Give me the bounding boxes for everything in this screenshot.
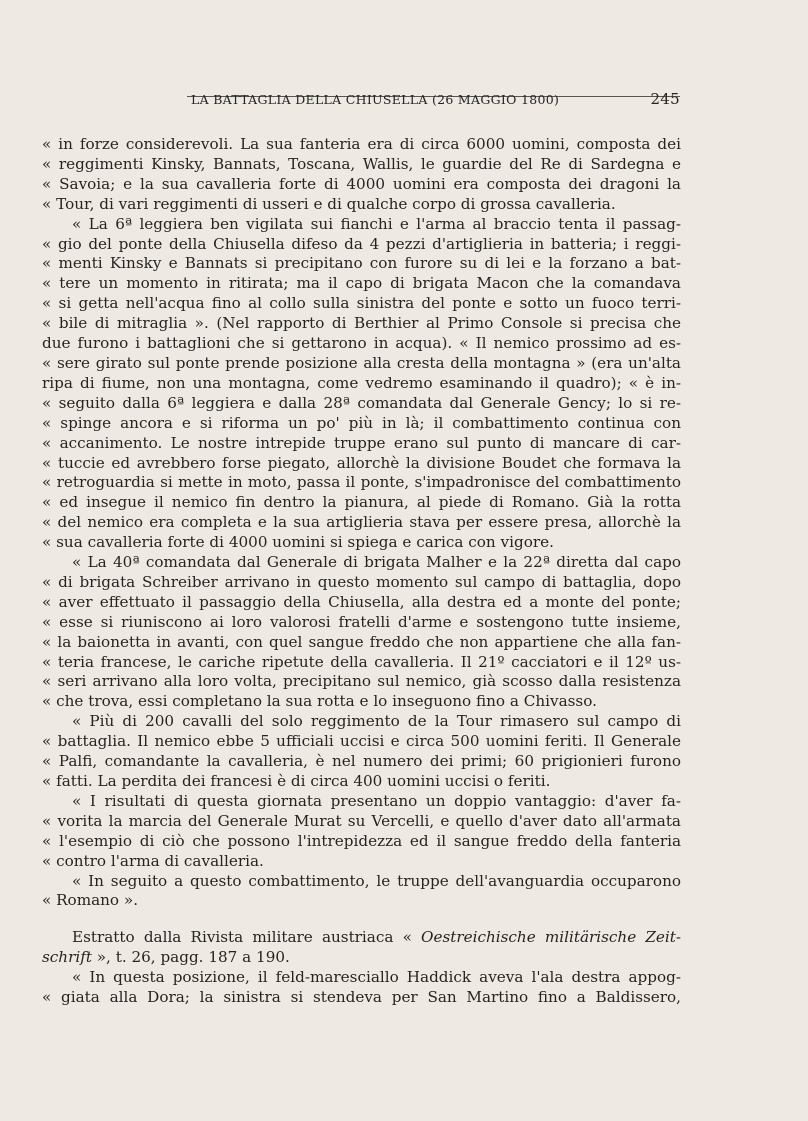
text-line: « battaglia. Il nemico ebbe 5 ufficiali uccisi e circa 500 uomini feriti. Il Generale bbox=[42, 732, 681, 751]
text-line: « tuccie ed avrebbero forse piegato, allorchè la divisione Boudet che formava la bbox=[42, 453, 681, 472]
text-line: « seguito dalla 6ª leggiera e dalla 28ª comandata dal Generale Gency; lo si re- bbox=[42, 393, 681, 412]
text-line: « Romano ». bbox=[42, 891, 139, 910]
text-line: « Tour, di vari reggimenti di usseri e di qualche corpo di grossa cavalleria. bbox=[42, 194, 616, 213]
text-line: « I risultati di questa giornata presentano un doppio vantaggio: d'aver fa- bbox=[72, 791, 681, 810]
text-line: due furono i battaglioni che si gettarono in acqua). « Il nemico prossimo ad es- bbox=[42, 334, 681, 353]
text-line: « spinge ancora e si riforma un po' più in là; il combattimento continua con bbox=[42, 413, 681, 432]
text-line: « ed insegue il nemico fin dentro la pianura, al piede di Romano. Già la rotta bbox=[42, 493, 681, 512]
page-number: 245 bbox=[650, 90, 680, 108]
text-line: « reggimenti Kinsky, Bannats, Toscana, Wallis, le guardie del Re di Sardegna e bbox=[42, 154, 681, 173]
text-line: « si getta nell'acqua fino al collo sulla sinistra del ponte e sotto un fuoco terri- bbox=[42, 294, 681, 313]
text-line: « Più di 200 cavalli del solo reggimento de la Tour rimasero sul campo di bbox=[72, 712, 681, 731]
journal-title-part2: schrift bbox=[42, 948, 92, 967]
text-line: « fatti. La perdita dei francesi è di circa 400 uomini uccisi o feriti. bbox=[42, 772, 551, 790]
text-line: « del nemico era completa e la sua artiglieria stava per essere presa, allorchè la bbox=[42, 513, 681, 532]
text-line: « la baionetta in avanti, con quel sangue freddo che non appartiene che alla fan- bbox=[42, 632, 681, 651]
text-line: « menti Kinsky e Bannats si precipitano con furore su di lei e la forzano a bat- bbox=[42, 254, 681, 273]
text-line: « In seguito a questo combattimento, le truppe dell'avanguardia occuparono bbox=[72, 871, 681, 890]
text-line: « teria francese, le cariche ripetute della cavalleria. Il 21º cacciatori e il 12º us- bbox=[42, 652, 681, 671]
paragraph-gap bbox=[42, 911, 681, 928]
text-line: « di brigata Schreiber arrivano in questo momento sul campo di battaglia, dopo bbox=[42, 572, 681, 591]
text-line: « giata alla Dora; la sinistra si stendeva per San Martino fino a Baldissero, bbox=[42, 988, 681, 1007]
text-line: « Palfi, comandante la cavalleria, è nel numero dei primi; 60 prigionieri furono bbox=[42, 752, 681, 771]
text-line: « vorita la marcia del Generale Murat su Vercelli, e quello d'aver dato all'armata bbox=[42, 811, 681, 830]
text-line: « Savoia; e la sua cavalleria forte di 4000 uomini era composta dei dragoni la bbox=[42, 174, 681, 193]
text-line: « contro l'arma di cavalleria. bbox=[42, 851, 264, 870]
text-line: « La 40ª comandata dal Generale di brigata Malher e la 22ª diretta dal capo bbox=[72, 553, 681, 572]
text-line: « gio del ponte della Chiusella difeso da 4 pezzi d'artiglieria in batteria; i reggi- bbox=[42, 234, 681, 253]
text-line: « sere girato sul ponte prende posizione alla cresta della montagna » (era un'alta bbox=[42, 353, 681, 372]
text-line: ripa di fiume, non una montagna, come vedremo esaminando il quadro); « è in- bbox=[42, 373, 681, 392]
text-line: « sua cavalleria forte di 4000 uomini si spiega e carica con vigore. bbox=[42, 533, 554, 552]
text-line: « aver effettuato il passaggio della Chiusella, alla destra ed a monte del ponte; bbox=[42, 592, 681, 611]
text-line: « tere un momento in ritirata; ma il capo di brigata Macon che la comandava bbox=[42, 274, 681, 293]
text-line: « La 6ª leggiera ben vigilata sui fianchi e l'arma al braccio tenta il passag- bbox=[72, 214, 681, 233]
text-line: « in forze considerevoli. La sua fanteria era di circa 6000 uomini, composta dei bbox=[42, 135, 681, 153]
running-header bbox=[187, 90, 680, 108]
text-line: « accanimento. Le nostre intrepide truppe erano sul punto di mancare di car- bbox=[42, 433, 681, 452]
text-line: « esse si riuniscono ai loro valorosi fratelli d'arme e sostengono tutte insieme, bbox=[42, 612, 681, 631]
text-line: « l'esempio di ciò che possono l'intrepidezza ed il sangue freddo della fanteria bbox=[42, 831, 681, 850]
text-line: « retroguardia si mette in moto, passa il ponte, s'impadronisce del combattimento bbox=[42, 473, 681, 492]
text-line: « che trova, essi completano la sua rotta e lo inseguono fino a Chivasso. bbox=[42, 692, 597, 711]
extract-heading-line bbox=[42, 948, 681, 968]
extract-heading-line bbox=[42, 928, 681, 948]
extract-prefix: Estratto dalla Rivista militare austriaca « bbox=[72, 928, 422, 947]
extract-citation: », t. 26, pagg. 187 a 190. bbox=[91, 948, 290, 967]
text-line: « In questa posizione, il feld-maresciallo Haddick aveva l'ala destra appog- bbox=[72, 968, 681, 987]
body-text bbox=[42, 135, 681, 1008]
text-line: « seri arrivano alla loro volta, precipitano sul nemico, già scosso dalla resistenza bbox=[42, 672, 681, 691]
text-line: « bile di mitraglia ». (Nel rapporto di Berthier al Primo Console si precisa che bbox=[42, 314, 681, 333]
journal-title-part1: Oestreichische militärische Zeit- bbox=[421, 928, 681, 947]
running-title: LA BATTAGLIA DELLA CHIUSELLA (26 MAGGIO 1800) bbox=[191, 92, 560, 107]
